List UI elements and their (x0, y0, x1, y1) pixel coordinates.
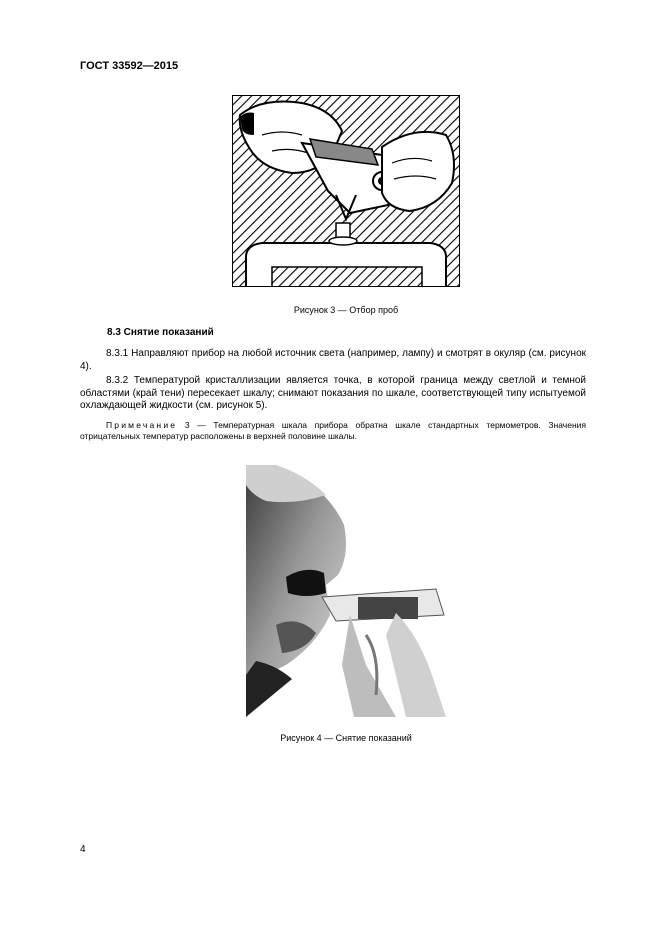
figure-3-illustration (232, 95, 460, 287)
figure-3-caption: Рисунок 3 — Отбор проб (293, 305, 399, 315)
note-label: Примечание (106, 420, 178, 430)
page-number: 4 (80, 844, 86, 855)
figure-4-photo (246, 465, 446, 717)
paragraph-8-3-1: 8.3.1 Направляют прибор на любой источник света (например, лампу) и смотрят в окуляр (см. рисунок 4). (80, 348, 586, 372)
note-text: — Температурная шкала прибора обратна шкале стандартных термометров. Значения отрицательных температур расположены в верхней половине шкалы. (80, 420, 586, 441)
figure-4-caption: Рисунок 4 — Снятие показаний (280, 733, 412, 743)
document-header: ГОСТ 33592—2015 (80, 60, 179, 72)
note-3 (80, 420, 586, 442)
section-title: 8.3 Снятие показаний (107, 327, 214, 338)
paragraph-8-3-2: 8.3.2 Температурой кристаллизации является точка, в которой граница между светлой и темной областями (край тени) пересекает шкалу; снимают показания по шкале, соответствующей типу испытуемой охлаждающей жидкости (см. рисунок 5). (80, 375, 586, 411)
note-number: 3 (184, 420, 190, 430)
